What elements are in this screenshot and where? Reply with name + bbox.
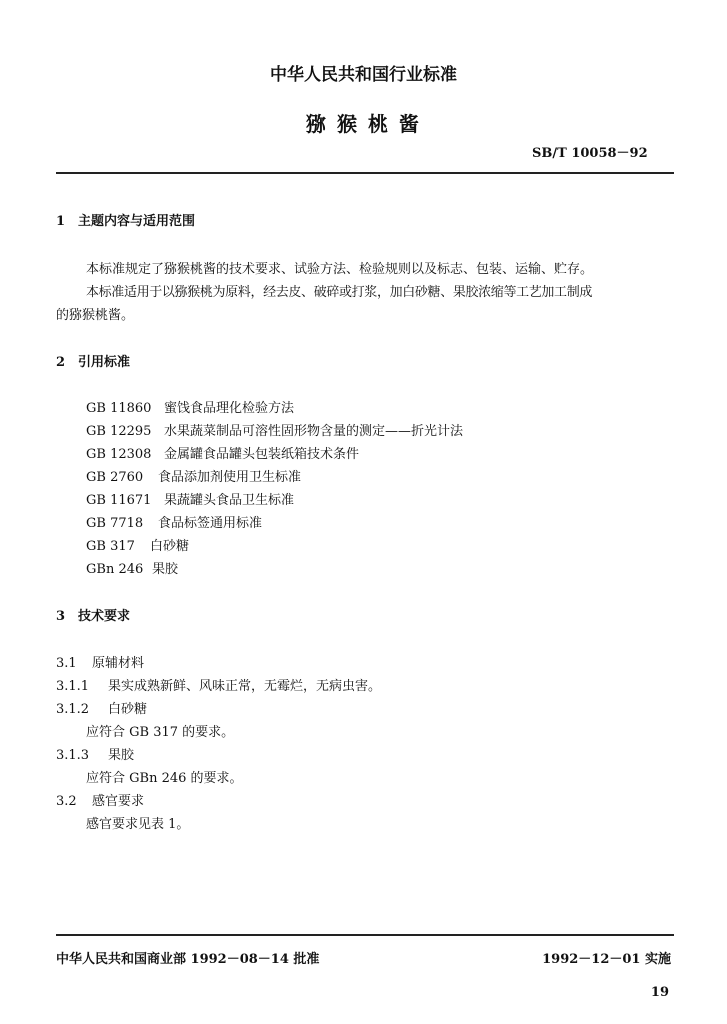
- clause-text: 白砂糖: [108, 702, 148, 717]
- section-title: 技术要求: [78, 609, 131, 624]
- clause-text: 果胶: [108, 748, 135, 763]
- section-number: 3: [56, 609, 66, 624]
- clause-text: 果实成熟新鲜、风味正常，无霉烂，无病虫害。: [108, 679, 382, 694]
- reference-title: 食品添加剂使用卫生标准: [158, 470, 302, 485]
- clause: [56, 790, 144, 809]
- section-1-heading: [56, 210, 195, 229]
- reference-title: 食品标签通用标准: [158, 516, 263, 531]
- approval-line: 中华人民共和国商业部 1992－08－14 批准: [56, 952, 320, 967]
- clause: [56, 744, 134, 763]
- page-number: 19: [650, 985, 669, 1000]
- clause-text: 感官要求: [92, 794, 145, 809]
- paragraph-continuation: 的猕猴桃酱。: [56, 308, 135, 323]
- clause: [56, 652, 144, 671]
- footer-rule: [56, 934, 674, 936]
- reference-code: GB 317: [86, 539, 135, 554]
- clause-number: 3.1.2: [56, 702, 90, 717]
- implementation-date: 1992－12－01 实施: [542, 952, 671, 967]
- paragraph: 本标准适用于以猕猴桃为原料，经去皮、破碎或打浆，加白砂糖、果胶浓缩等工艺加工制成: [86, 285, 593, 300]
- issuing-authority: 中华人民共和国行业标准: [270, 65, 457, 85]
- reference-item: [86, 535, 189, 554]
- clause: [56, 698, 147, 717]
- reference-item: [86, 397, 294, 416]
- reference-code: GB 11671: [86, 493, 152, 508]
- section-number: 2: [56, 355, 66, 370]
- section-number: 1: [56, 214, 66, 229]
- reference-code: GBn 246: [86, 562, 144, 577]
- header-rule: [56, 172, 674, 174]
- reference-code: GB 2760: [86, 470, 144, 485]
- reference-title: 水果蔬菜制品可溶性固形物含量的测定——折光计法: [164, 424, 464, 439]
- clause-body: 应符合 GBn 246 的要求。: [86, 771, 243, 786]
- clause-number: 3.1.3: [56, 748, 90, 763]
- reference-title: 白砂糖: [150, 539, 190, 554]
- clause: [56, 675, 381, 694]
- section-3-heading: [56, 605, 130, 624]
- reference-title: 蜜饯食品理化检验方法: [164, 401, 295, 416]
- document-title: 猕 猴 桃 酱: [306, 112, 421, 136]
- standard-code: SB/T 10058－92: [532, 146, 648, 161]
- reference-item: [86, 489, 294, 508]
- clause-body: 应符合 GB 317 的要求。: [86, 725, 235, 740]
- clause-body: 感官要求见表 1。: [86, 817, 190, 832]
- section-2-heading: [56, 351, 130, 370]
- reference-title: 果蔬罐头食品卫生标准: [164, 493, 295, 508]
- paragraph: 本标准规定了猕猴桃酱的技术要求、试验方法、检验规则以及标志、包装、运输、贮存。: [86, 262, 594, 277]
- clause-number: 3.1.1: [56, 679, 90, 694]
- section-title: 主题内容与适用范围: [78, 214, 196, 229]
- reference-title: 果胶: [152, 562, 179, 577]
- reference-item: [86, 420, 463, 439]
- reference-item: [86, 558, 178, 577]
- clause-text: 原辅材料: [92, 656, 145, 671]
- clause-number: 3.1: [56, 656, 77, 671]
- section-title: 引用标准: [78, 355, 131, 370]
- reference-item: [86, 512, 262, 531]
- reference-code: GB 12295: [86, 424, 152, 439]
- reference-code: GB 11860: [86, 401, 152, 416]
- reference-code: GB 12308: [86, 447, 152, 462]
- reference-code: GB 7718: [86, 516, 144, 531]
- reference-item: [86, 466, 301, 485]
- reference-title: 金属罐食品罐头包装纸箱技术条件: [164, 447, 360, 462]
- reference-item: [86, 443, 359, 462]
- clause-number: 3.2: [56, 794, 77, 809]
